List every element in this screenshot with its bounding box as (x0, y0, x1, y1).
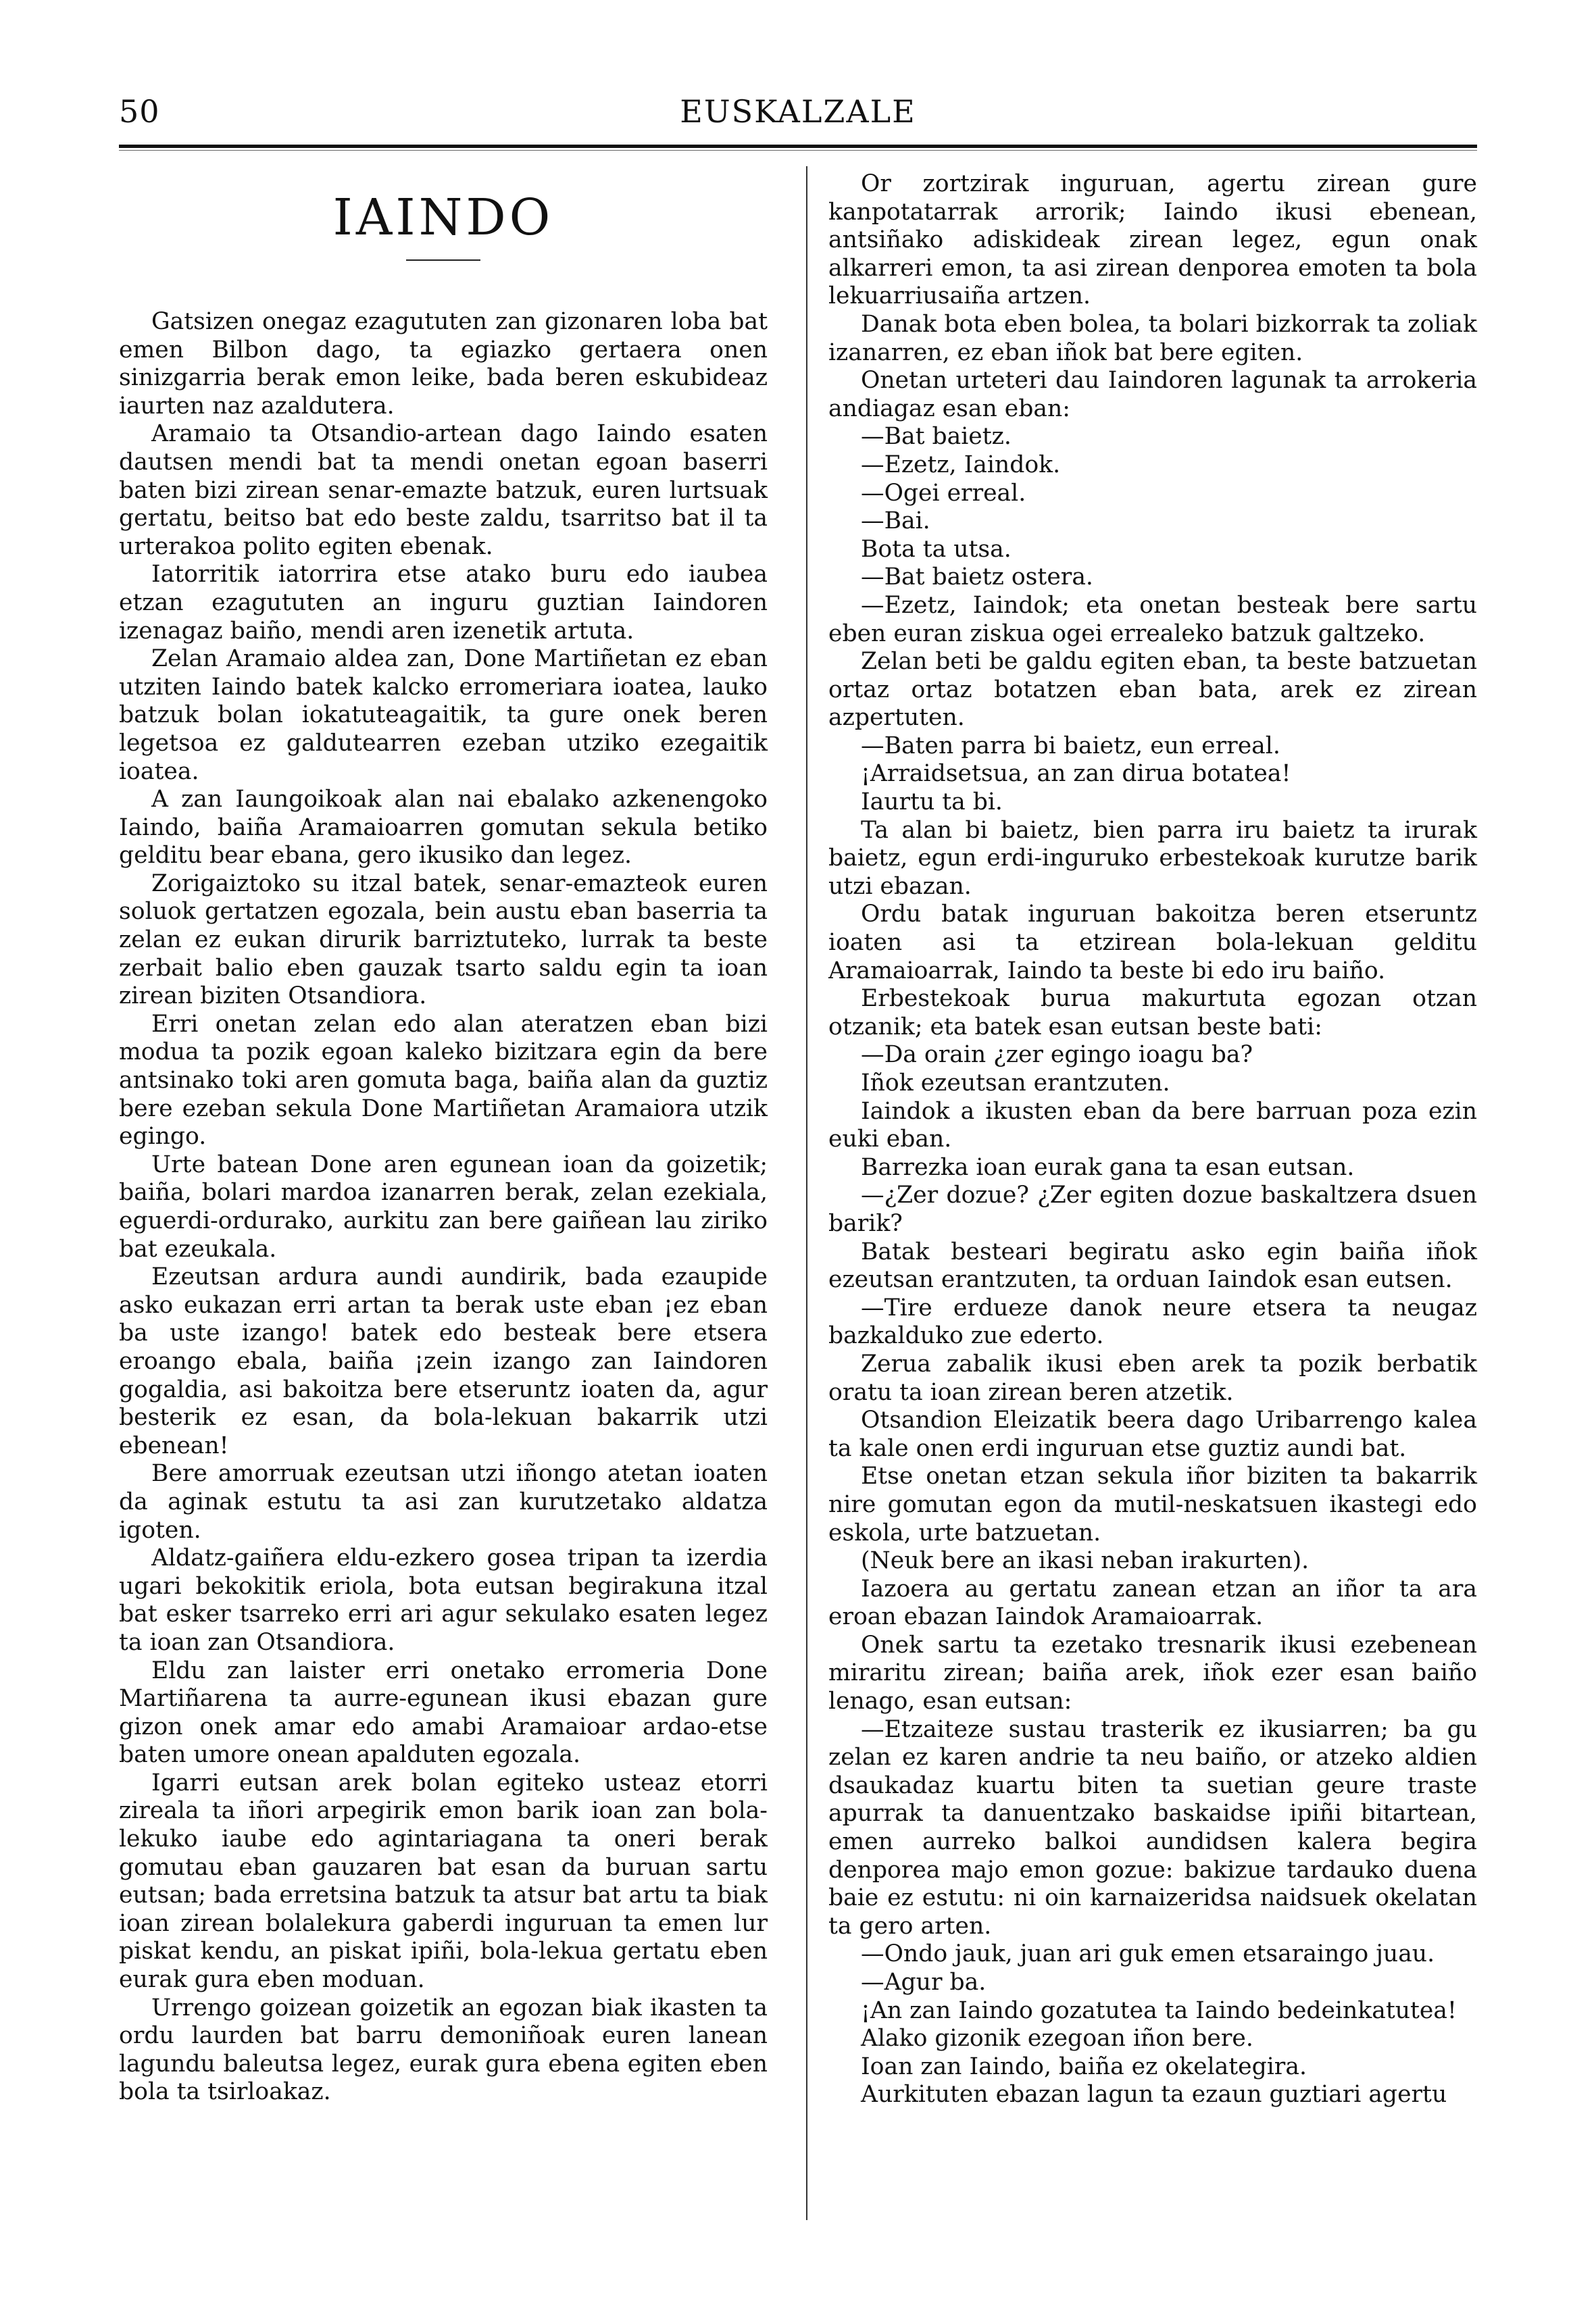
page-number: 50 (119, 93, 160, 130)
paragraph: ¡An zan Iaindo gozatutea ta Iaindo bedeinkatutea! (861, 1996, 1457, 2024)
paragraph: —Ezetz, Iaindok. (861, 451, 1061, 478)
paragraph: —Bat baietz ostera. (861, 563, 1093, 591)
paragraph: Erbestekoak burua makurtuta egozan otzan otzanik; eta batek esan eutsan beste bati: (828, 985, 1477, 1040)
journal-name: EUSKALZALE (680, 93, 916, 130)
paragraph: Iatorritik iatorrira etse atako buru edo iaubea etzan ezagututen an inguru guztian Iaindoren izenagaz baiño, mendi aren izenetik artuta. (119, 561, 768, 645)
left-column (119, 170, 768, 2107)
paragraph: Zelan beti be galdu egiten eban, ta beste batzuetan ortaz ortaz botatzen eban bata, arek ez zirean azpertuten. (828, 648, 1477, 732)
paragraph: Iaurtu ta bi. (861, 788, 1003, 816)
paragraph: —Ondo jauk, juan ari guk emen etsaraingo juau. (861, 1940, 1435, 1968)
paragraph: Or zortzirak inguruan, agertu zirean gure kanpotatarrak arrorik; Iaindo ikusi ebenean, antsiñako adiskideak zirean legez, egun onak alkarreri emon, ta asi zirean denporea emoten ta bola lekuarriusaiña artzen. (828, 170, 1477, 310)
paragraph: Eldu zan laister erri onetako erromeria Done Martiñarena ta aurre-egunean ikusi ebazan gure gizon onek amar edo amabi Aramaioar ardao-etse baten umore onean apalduten egozala. (119, 1657, 768, 1769)
paragraph: A zan Iaungoikoak alan nai ebalako azkenengoko Iaindo, baiña Aramaioarren gomutan sekula betiko gelditu bear ebana, gero ikusiko dan legez. (119, 786, 768, 870)
paragraph: —Ogei erreal. (861, 479, 1026, 507)
paragraph: Barrezka ioan eurak gana ta esan eutsan. (861, 1153, 1355, 1181)
paragraph: Iñok ezeutsan erantzuten. (861, 1070, 1170, 1097)
paragraph: Onek sartu ta ezetako tresnarik ikusi ezebenean miraritu zirean; baiña arek, iñok ezer esan baiño lenago, esan eutsan: (828, 1631, 1477, 1715)
paragraph: Otsandion Eleizatik beera dago Uribarrengo kalea ta kale onen erdi inguruan etse guztiz aundi bat. (828, 1407, 1477, 1462)
paragraph: Iazoera au gertatu zanean etzan an iñor ta ara eroan ebazan Iaindok Aramaioarrak. (828, 1575, 1477, 1631)
paragraph: —¿Zer dozue? ¿Zer egiten dozue baskaltzera dsuen barik? (828, 1182, 1477, 1237)
paragraph: —Ezetz, Iaindok; eta onetan besteak bere sartu eben euran ziskua ogei errealeko batzuk galtzeko. (828, 591, 1477, 647)
paragraph: ¡Arraidsetsua, an zan dirua botatea! (861, 760, 1291, 788)
paragraph: Gatsizen onegaz ezagututen zan gizonaren loba bat emen Bilbon dago, ta egiazko gertaera onen sinizgarria berak emon leike, bada beren eskubideaz iaurten naz azaldutera. (119, 308, 768, 420)
paragraph: Alako gizonik ezegoan iñon bere. (861, 2025, 1253, 2053)
paragraph: Iaindok a ikusten eban da bere barruan poza ezin euki eban. (828, 1097, 1477, 1153)
paragraph: Ta alan bi baietz, bien parra iru baietz ta irurak baietz, egun erdi-inguruko erbestekoak kurutze barik utzi ebazan. (828, 816, 1477, 900)
paragraph: Zelan Aramaio aldea zan, Done Martiñetan ez eban utziten Iaindo batek kalcko erromeriara ioatea, lauko batzuk bolan iokatuteagaitik, ta gure onek beren legetsoa ez galdutearren ezeban utziko ezegaitik ioatea. (119, 645, 768, 785)
header-rule-thin (119, 150, 1477, 151)
paragraph: (Neuk bere an ikasi neban irakurten). (861, 1547, 1310, 1575)
paragraph: Onetan urteteri dau Iaindoren lagunak ta arrokeria andiagaz esan eban: (828, 367, 1477, 422)
paragraph: —Baten parra bi baietz, eun erreal. (861, 732, 1280, 759)
paragraph: —Bat baietz. (861, 423, 1012, 451)
paragraph: Danak bota eben bolea, ta bolari bizkorrak ta zoliak izanarren, ez eban iñok bat bere egiten. (828, 310, 1477, 366)
paragraph: Zerua zabalik ikusi eben arek ta pozik berbatik oratu ta ioan zirean beren atzetik. (828, 1350, 1477, 1406)
paragraph: Urte batean Done aren egunean ioan da goizetik; baiña, bolari mardoa izanarren berak, zelan ezekiala, eguerdi-ordurako, aurkitu zan bere gaiñean lau ziriko bat ezeukala. (119, 1151, 768, 1263)
paragraph: Bota ta utsa. (861, 535, 1012, 563)
column-divider (806, 166, 807, 2220)
paragraph: Ordu batak inguruan bakoitza beren etseruntz ioaten asi ta etzirean bola-lekuan gelditu Aramaioarrak, Iaindo ta beste bi edo iru baiño. (828, 901, 1477, 984)
paragraph: —Bai. (861, 507, 930, 535)
paragraph: —Da orain ¿zer egingo ioagu ba? (861, 1041, 1253, 1069)
running-head (119, 93, 1477, 142)
paragraph: Etse onetan etzan sekula iñor biziten ta bakarrik nire gomutan egon da mutil-neskatsuen ikastegi edo eskola, urte batzuetan. (828, 1463, 1477, 1546)
paragraph: —Agur ba. (861, 1969, 987, 1996)
paragraph: Igarri eutsan arek bolan egiteko usteaz etorri zireala ta iñori arpegirik emon barik ioan zan bola-lekuko iaube edo agintariagana ta oneri berak gomutau eban gauzaren bat esan da buruan sartu eutsan; bada erretsina batzuk ta atsur bat artu ta biak ioan zirean bolalekura gaberdi inguruan ta emen lur piskat kendu, an piskat ipiñi, bola-lekua gertatu eben eurak gura eben moduan. (119, 1769, 768, 1994)
paragraph: Ioan zan Iaindo, baiña ez okelategira. (861, 2053, 1307, 2080)
right-column (828, 170, 1477, 2109)
paragraph: Aurkituten ebazan lagun ta ezaun guztiari agertu (861, 2081, 1447, 2109)
paragraph: Aldatz-gaiñera eldu-ezkero gosea tripan ta izerdia ugari bekokitik eriola, bota eutsan begirakuna itzal bat esker tsarreko erri ari agur sekulako esaten legez ta ioan zan Otsandiora. (119, 1544, 768, 1656)
header-rule (119, 145, 1477, 148)
paragraph: Batak besteari begiratu asko egin baiña iñok ezeutsan erantzuten, ta orduan Iaindok esan eutsen. (828, 1238, 1477, 1294)
article-title: IAINDO (332, 188, 554, 247)
paragraph: Zorigaiztoko su itzal batek, senar-emazteok euren soluok gertatzen egozala, bein austu eban baserria ta zelan ez eukan dirurik barriztuteko, lurrak ta beste zerbait balio eben gauzak tsarto saldu egin ta ioan zirean biziten Otsandiora. (119, 870, 768, 1010)
title-rule (406, 259, 480, 261)
paragraph: Ezeutsan ardura aundi aundirik, bada ezaupide asko eukazan erri artan ta berak uste eban ¡ez eban ba uste izango! batek edo besteak bere etsera eroango ebala, baiña ¡zein izango zan Iaindoren gogaldia, asi bakoitza bere etseruntz ioaten da, agur besterik ez esan, da bola-lekuan bakarrik utzi ebenean! (119, 1263, 768, 1459)
paragraph: —Etzaiteze sustau trasterik ez ikusiarren; ba gu zelan ez karen andrie ta neu baiño, or atzeko aldien dsaukadaz kuartu biten ta suetian geure traste apurrak ta danuentzako baskaidse ipiñi bitartean, emen aurreko balkoi aundidsen kalera begira denporea majo emon gozue: bakizue tardauko duena baie ez estutu: ni oin karnaizeridsa naidsuek okelatan ta gero arten. (828, 1715, 1477, 1940)
paragraph: Erri onetan zelan edo alan ateratzen eban bizi modua ta pozik egoan kaleko bizitzara egin da bere antsinako toki aren gomuta baga, baiña alan da guztiz bere ezeban sekula Done Martiñetan Aramaiora utzik egingo. (119, 1010, 768, 1151)
paragraph: Bere amorruak ezeutsan utzi iñongo atetan ioaten da aginak estutu ta asi zan kurutzetako aldatza igoten. (119, 1460, 768, 1544)
paragraph: Aramaio ta Otsandio-artean dago Iaindo esaten dautsen mendi bat ta mendi onetan egoan baserri baten bizi zirean senar-emazte batzuk, euren lurtsuak gertatu, beitso bat edo beste zaldu, tsarritso bat il ta urterakoa polito egiten ebenak. (119, 420, 768, 560)
paragraph: Urrengo goizean goizetik an egozan biak ikasten ta ordu laurden bat barru demoniñoak euren lanean lagundu baleutsa legez, eurak gura ebena egiten eben bola ta tsirloakaz. (119, 1994, 768, 2106)
paragraph: —Tire erdueze danok neure etsera ta neugaz bazkalduko zue ederto. (828, 1294, 1477, 1350)
